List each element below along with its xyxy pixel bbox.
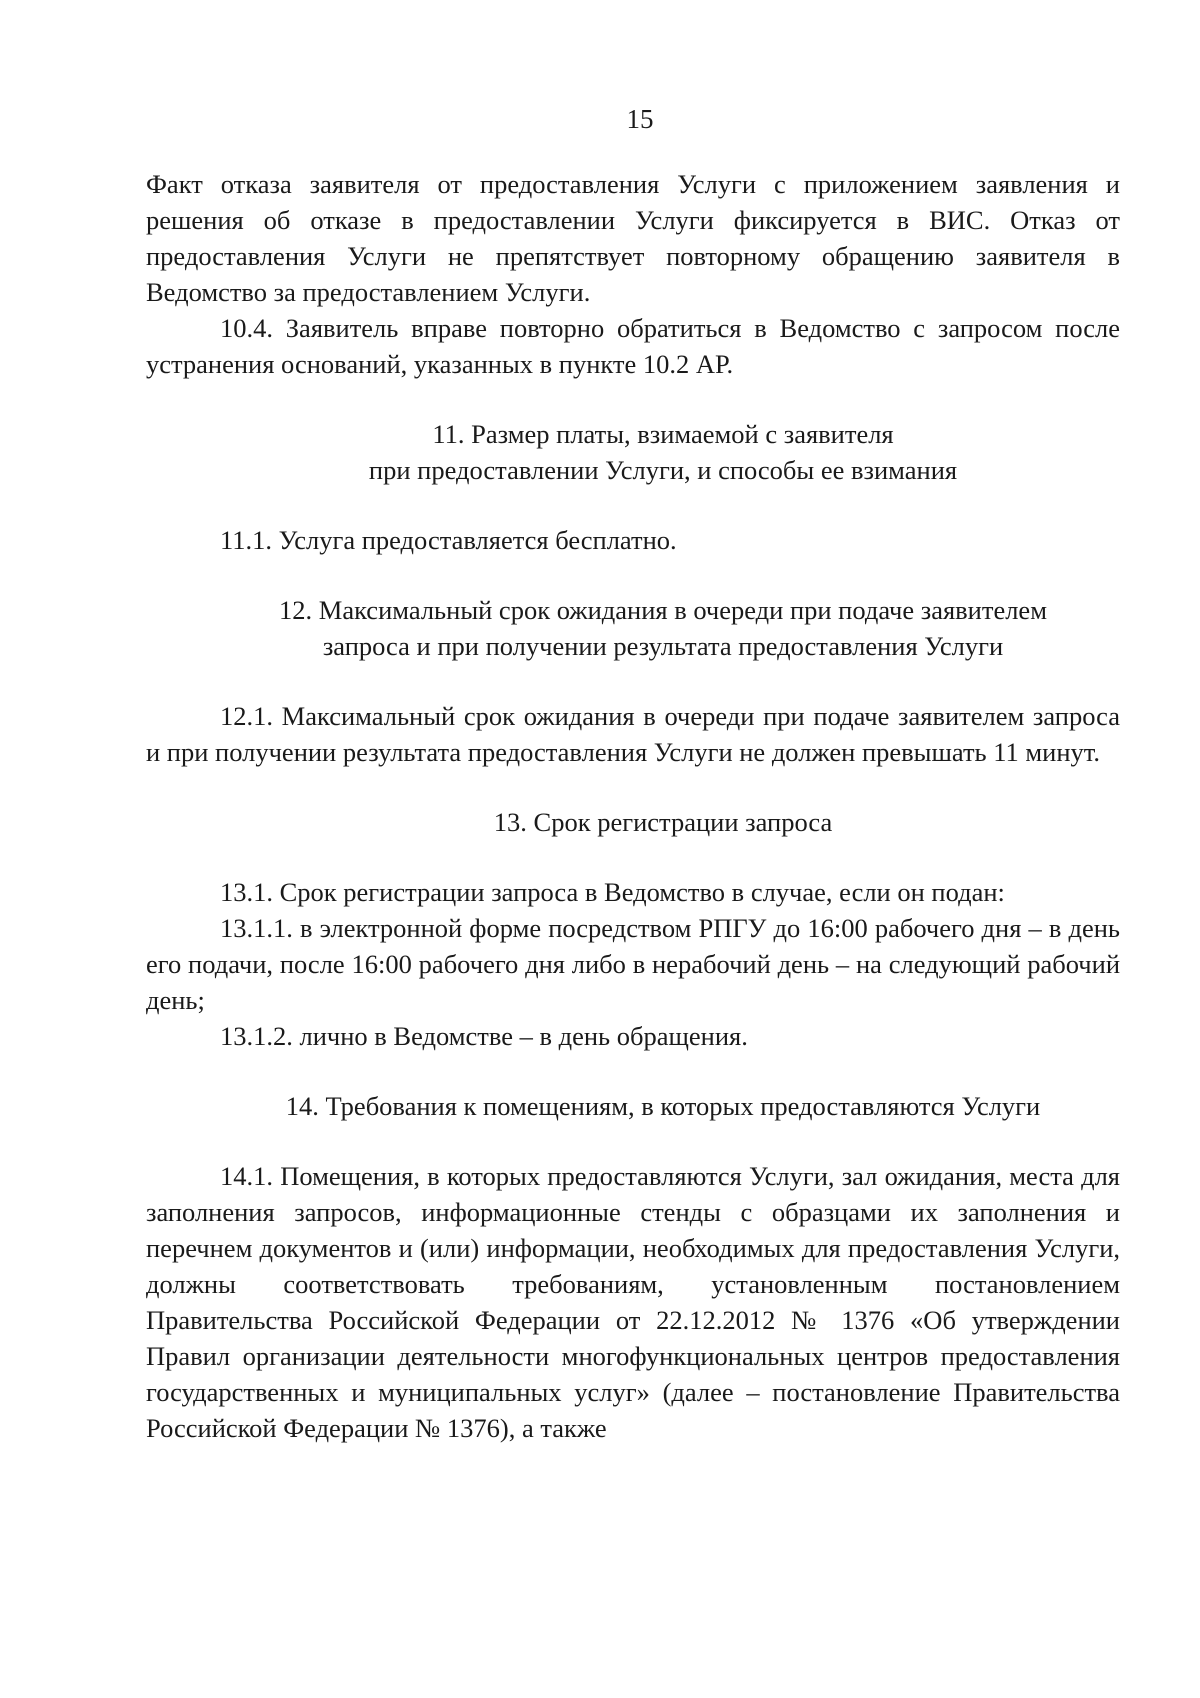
section-heading-12-line1: 12. Максимальный срок ожидания в очереди при подаче заявителем	[279, 595, 1047, 625]
paragraph-10-4: 10.4. Заявитель вправе повторно обратиться в Ведомство с запросом после устранения оснований, указанных в пункте 10.2 АР.	[146, 313, 1120, 379]
section-heading-13: 13. Срок регистрации запроса	[493, 807, 833, 837]
section-heading-14: 14. Требования к помещениям, в которых предоставляются Услуги	[285, 1091, 1041, 1121]
section-heading-12-line2: запроса и при получении результата предоставления Услуги	[322, 631, 1004, 661]
paragraph-refusal-recorded: Факт отказа заявителя от предоставления Услуги с приложением заявления и решения об отказе в предоставлении Услуги фиксируется в ВИС. Отказ от предоставления Услуги не препятствует повторному обращению заявителя в Ведомство за предоставлением Услуги.	[146, 169, 1120, 307]
document-body	[146, 166, 1120, 1446]
paragraph-13-1-2: 13.1.2. лично в Ведомстве – в день обращения.	[220, 1021, 748, 1051]
paragraph-11-1: 11.1. Услуга предоставляется бесплатно.	[220, 525, 677, 555]
section-heading-11-line1: 11. Размер платы, взимаемой с заявителя	[432, 419, 894, 449]
page-number: 15	[626, 104, 654, 134]
paragraph-13-1-1: 13.1.1. в электронной форме посредством РПГУ до 16:00 рабочего дня – в день его подачи, после 16:00 рабочего дня либо в нерабочий день – на следующий рабочий день;	[146, 913, 1120, 1015]
paragraph-14-1: 14.1. Помещения, в которых предоставляются Услуги, зал ожидания, места для заполнения запросов, информационные стенды с образцами их заполнения и перечнем документов и (или) информации, необходимых для предоставления Услуги, должны соответствовать требованиям, установленным постановлением Правительства Российской Федерации от 22.12.2012 № 1376 «Об утверждении Правил организации деятельности многофункциональных центров предоставления государственных и муниципальных услуг» (далее – постановление Правительства Российской Федерации № 1376), а также	[146, 1161, 1120, 1443]
paragraph-13-1: 13.1. Срок регистрации запроса в Ведомство в случае, если он подан:	[220, 877, 1005, 907]
paragraph-12-1: 12.1. Максимальный срок ожидания в очереди при подаче заявителем запроса и при получении результата предоставления Услуги не должен превышать 11 минут.	[146, 701, 1120, 767]
section-heading-11-line2: при предоставлении Услуги, и способы ее взимания	[368, 455, 958, 485]
